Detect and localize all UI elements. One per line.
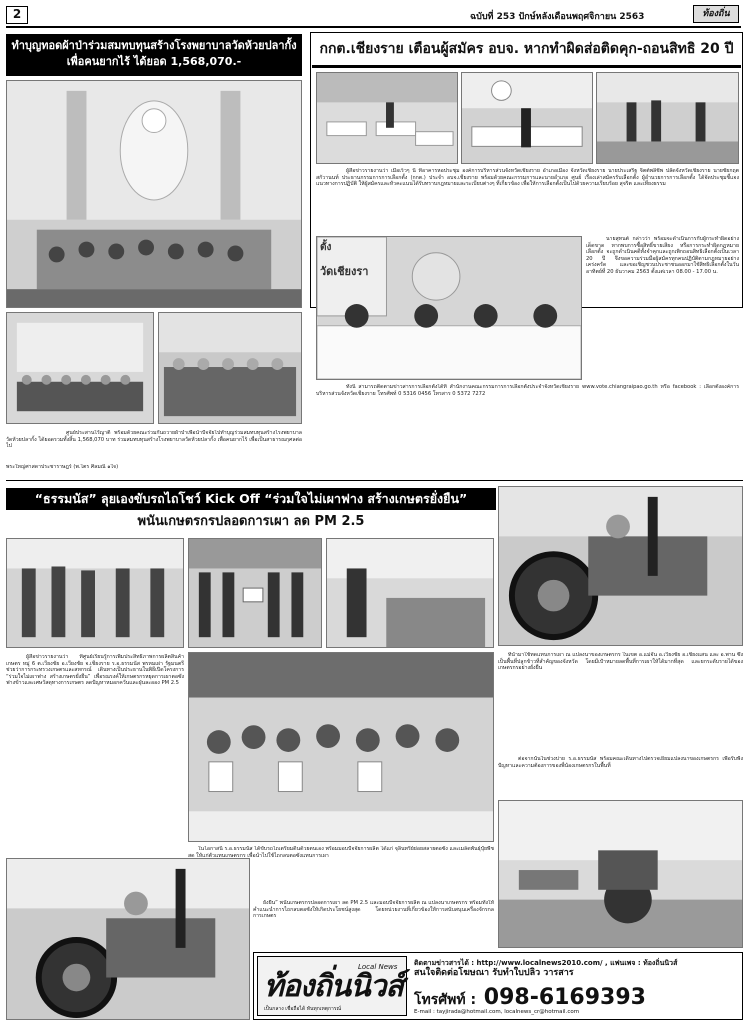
middle-story-paragraph-1: ผู้สื่อข่าวรายงานว่า ที่ศูนย์เรียนรู้การเพิ่มประสิทธิภาพการผลิตสินค้าเกษตร หมู่ 6 ต.เวียงชัย อ.เวียงชัย จ.เชียงราย ร.อ.ธรรมนัส พรหมเผ่า รัฐมนตรีช่วยว่าการกระทรวงเกษตรและสหกรณ์ เดินทางเป็นประธานในพิธีเปิดโครงการ “ร่วมใจไม่เผาฟาง สร้างเกษตรยั่งยืน” เพื่อรณรงค์ให้เกษตรกรหยุดการเผาตอซังฟางข้าวและเศษวัสดุทางการเกษตร ลดปัญหาหมอกควันและฝุ่นละออง PM 2.5: [6, 654, 184, 687]
tractor-driver-photo: [498, 486, 743, 646]
field-plowing-photo: [498, 800, 743, 948]
logo-tagline: Local News: [358, 963, 398, 971]
logo-text: ท้องถิ่นนิวส์: [264, 969, 403, 1004]
left-story-headline: ทำบุญทอดผ้าป่าร่วมสมทบทุนสร้างโรงพยาบาลวัดห้วยปลากั้ง เพื่อคนยากไร้ ได้ยอด 1,568,070.-: [6, 34, 302, 76]
middle-story-headline-1: “ธรรมนัส” ลุยเองขับรถไถโชว์ Kick Off “ร่วมใจไม่เผาฟาง สร้างเกษตรยั่งยืน”: [6, 488, 496, 510]
banner-text-1: ตั้ง: [320, 242, 332, 253]
press-conference-photo: [316, 236, 582, 380]
right-story-rule: [312, 65, 741, 68]
group-donation-photo: [188, 652, 494, 842]
logo-subtitle: เป็นกลาง เชื่อถือได้ ทันทุกเหตุการณ์: [264, 1006, 342, 1012]
officials-group-photo: [6, 538, 184, 648]
header-rule: [6, 26, 741, 28]
ad-service-line: สนใจติดต่อโฆษณา รับทำใบปลิว วารสาร: [414, 968, 574, 978]
middle-story-headline-2: พนันเกษตรกรปลอดการเผา ลด PM 2.5: [137, 514, 365, 529]
field-visit-photo: [326, 538, 494, 648]
issue-line: ฉบับที่ 253 ปักษ์หลังเดือนพฤศจิกายน 2563: [470, 12, 645, 22]
ad-website-line[interactable]: ติดตามข่าวสารได้ : http://www.localnews2010.com/ , แฟนเพจ : ท้องถิ่นนิวส์: [414, 959, 678, 967]
ceremony-main-photo: [6, 80, 302, 308]
left-story-caption: ศูนย์ประสานไร้ญาติ พร้อมด้วยคณะร่วมกันถวายผ้าป่าเพื่อนำปัจจัยไปทำบุญร่วมสมทบทุนสร้างโรงพยาบาลวัดห้วยปลากั้ง ได้ยอดรวมทั้งสิ้น 1,568,070 บาท ร่วมสมทบทุนสร้างโรงพยาบาลวัดห้วยปลากั้ง เพื่อคนยากไร้ เพื่อเป็นสาธารณกุศลต่อไป: [6, 430, 302, 450]
left-story-credit: พระใหญ่ศาสดาประชาราษฎร์ (พ.ไตร ศิลมณี ๑ใจ): [6, 464, 119, 470]
middle-story-paragraph-2: ในโอกาสนี้ ร.อ.ธรรมนัส ได้ขับรถไถเตรียมดินด้วยตนเอง พร้อมมอบปัจจัยการผลิต ได้แก่ จุลินทรีย์ย่อยสลายตอซัง และเมล็ดพันธุ์ปุ๋ยพืชสด ให้แก่ตัวแทนเกษตรกร เพื่อนำไปใช้ไถกลบตอซังแทนการเผา: [188, 846, 494, 859]
page-number: 2: [6, 6, 28, 24]
phone-label: โทรศัพท์ :: [414, 992, 477, 1008]
right-story-paragraph-2: นายสุทนต์ กล่าวว่า พร้อมจะดำเนินการกับผู้กระทำผิดอย่างเด็ดขาด หากพบการซื้อสิทธิ์ขายเสียง หรือการกระทำผิดกฎหมายเลือกตั้ง จะถูกดำเนินคดีทั้งจำคุกและถูกเพิกถอนสิทธิเลือกตั้งเป็นเวลา 20 ปี จึงขอความร่วมมือผู้สมัครทุกคนปฏิบัติตามกฎหมายอย่างเคร่งครัด และขอเชิญชวนประชาชนออกมาใช้สิทธิเลือกตั้งในวันอาทิตย์ที่ 20 ธันวาคม 2563 ตั้งแต่เวลา 08.00 - 17.00 น.: [586, 236, 739, 275]
right-story-paragraph-3: ทั้งนี้ สามารถติดตามข่าวสารการเลือกตั้งได้ที่ สำนักงานคณะกรรมการการเลือกตั้งประจำจังหวัดเชียงราย www.vote.chiangraipao.go.th หรือ facebook : เลือกตั้งองค์การบริหารส่วนจังหวัดเชียงราย โทรศัพท์ 0 5316 0456 โทรสาร 0 5372 7272: [316, 384, 739, 397]
phone-number[interactable]: 098-6169393: [483, 985, 646, 1010]
ad-email[interactable]: E-mail : tayjirada@hotmail.com, localnews_cr@hotmail.com: [414, 1009, 580, 1015]
ad-contact: [414, 958, 739, 978]
middle-story-paragraph-5: ยั่งยืน” พนันเกษตรกรปลอดการเผา ลด PM 2.5 และมอบปัจจัยการผลิต ณ แปลงนาเกษตรกร พร้อมทั้งให้คำแนะนำการไถกลบตอซังให้เกิดประโยชน์สูงสุด โดยหน่วยงานที่เกี่ยวข้องให้การสนับสนุนเครื่องจักรกลการเกษตร: [253, 900, 494, 920]
newspaper-logo: [257, 956, 407, 1016]
section-divider: [6, 480, 743, 481]
minister-on-tractor-photo: [6, 858, 250, 1020]
middle-story-paragraph-4: ต่อจากนั้นในช่วงบ่าย ร.อ.ธรรมนัส พร้อมคณะเดินทางไปตรวจเยี่ยมแปลงนาของเกษตรกร เพื่อรับฟังปัญหาและความต้องการของพี่น้องเกษตรกรในพื้นที่: [498, 756, 743, 769]
handover-ceremony-photo: [188, 538, 322, 648]
right-story-paragraph-1: ผู้สื่อข่าวรายงานว่า เมื่อเร็วๆ นี้ ที่อาคารหอประชุม องค์การบริหารส่วนจังหวัดเชียงราย อำเภอเมือง จังหวัดเชียงราย นายประเสริฐ จิตต์พลีชีพ ปลัดจังหวัดเชียงราย นายชัยกฤต สกัวานนท์ ประธานกรรมการการเลือกตั้ง (กกต.) ประจำ อบจ.เชียงราย พร้อมด้วยคณะกรรมการและนายอำเภอ ศูนย์ เรื่องเล่าสมัครรับเลือกตั้ง ผู้อำนวยการการเลือกตั้ง ได้จัดประชุมชี้แจงแนวทางการปฏิบัติ ให้ผู้สมัครและหัวคะแนนได้รับทราบกฎหมายและระเบียบต่างๆ ที่เกี่ยวข้อง เพื่อให้การเลือกตั้งเป็นไปด้วยความเรียบร้อย สุจริต และเที่ยงธรรม: [316, 168, 739, 188]
registration-desk-photo: [461, 72, 593, 164]
hall-audience-photo-1: [6, 312, 154, 424]
officials-standing-photo: [596, 72, 739, 164]
right-story-headline: กกต.เชียงราย เตือนผู้สมัคร อบจ. หากทำผิดส่อติดคุก-ถอนสิทธิ 20 ปี: [319, 41, 734, 57]
masthead-mini-logo: ท้องถิ่น: [693, 5, 739, 23]
hall-audience-photo-2: [158, 312, 302, 424]
banner-text-2: วัดเชียงรา: [320, 265, 369, 278]
meeting-hall-photo: [316, 72, 458, 164]
middle-story-paragraph-3: ที่นำมาใช้ทดแทนการเผา ณ แปลงนาของเกษตรกร ในเขต อ.แม่จัน อ.เวียงชัย อ.เชียงแสน และ อ.พาน ซึ่งเป็นพื้นที่ปลูกข้าวที่สำคัญของจังหวัด โดยมีเป้าหมายลดพื้นที่การเผาให้ได้มากที่สุด และยกระดับรายได้ของเกษตรกรอย่างยั่งยืน: [498, 652, 743, 672]
